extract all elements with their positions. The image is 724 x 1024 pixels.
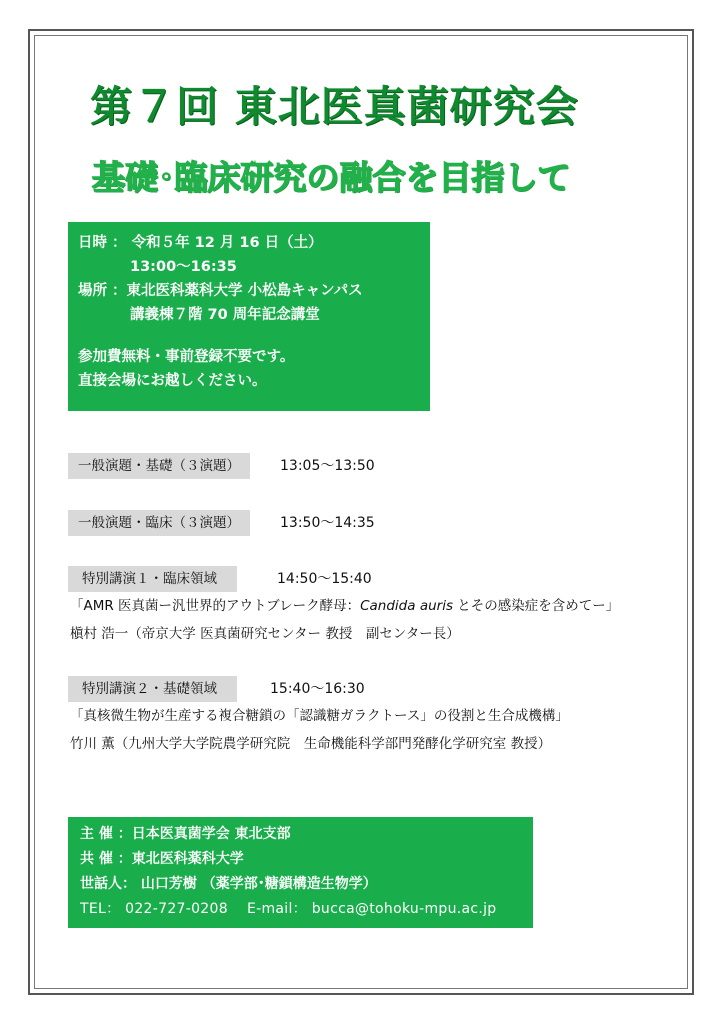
- spacer: [78, 327, 420, 345]
- event-info-box: [68, 222, 430, 411]
- session-label-general-clinical: 一般演題・臨床（３演題）: [68, 510, 250, 536]
- event-note: 直接会場にお越しください。: [78, 373, 267, 389]
- speaker-basic: 竹川 薫（九州大学大学院農学研究院 生命機能科学部門発酵化学研究室 教授）: [70, 736, 552, 752]
- contact-person: 世話人： 山口芳樹 （薬学部･糖鎖構造生物学）: [80, 876, 377, 892]
- session-time-special-basic: 15:40～16:30: [270, 681, 365, 697]
- event-time: 13:00～16:35: [130, 259, 237, 275]
- session-time-general-basic: 13:05～13:50: [280, 458, 375, 474]
- contact-info: TEL： 022-727-0208 E-mail： bucca@tohoku-mpu.ac.jp: [80, 901, 497, 917]
- session-time-general-clinical: 13:50～14:35: [280, 515, 375, 531]
- lecture-title-basic: 「真核微生物が生産する複合糖鎖の「認識糖ガラクトース」の役割と生合成機構」: [70, 708, 569, 724]
- cohost: 共 催 ：東北医科薬科大学: [80, 851, 244, 867]
- session-time-special-clinical: 14:50～15:40: [277, 571, 372, 587]
- event-fee: 参加費無料・事前登録不要です。: [78, 349, 295, 365]
- lecture-title-clinical: 「AMR 医真菌ー汎世界的アウトブレーク酵母：Candida auris とその感染症を含めてー」: [70, 598, 620, 614]
- speaker-clinical: 槇村 浩一（帝京大学 医真菌研究センター 教授 副センター長）: [70, 626, 460, 642]
- session-label-special-basic: 特別講演２・基礎領域: [68, 676, 237, 702]
- page-subtitle: 基礎･臨床研究の融合を目指して: [92, 158, 571, 197]
- species-name: Candida auris: [360, 598, 453, 614]
- session-label-general-basic: 一般演題・基礎（３演題）: [68, 453, 250, 479]
- event-room: 講義棟７階 70 周年記念講堂: [130, 307, 320, 323]
- event-date: 日時 ： 令和５年 12 月 16 日（土）: [78, 235, 323, 251]
- event-place: 場所 ：東北医科薬科大学 小松島キャンパス: [78, 283, 363, 299]
- session-label-special-clinical: 特別講演１・臨床領域: [68, 566, 237, 592]
- organizer-box: [68, 817, 533, 928]
- host: 主 催 ：日本医真菌学会 東北支部: [80, 826, 291, 842]
- page-title: 第７回 東北医真菌研究会: [90, 82, 579, 131]
